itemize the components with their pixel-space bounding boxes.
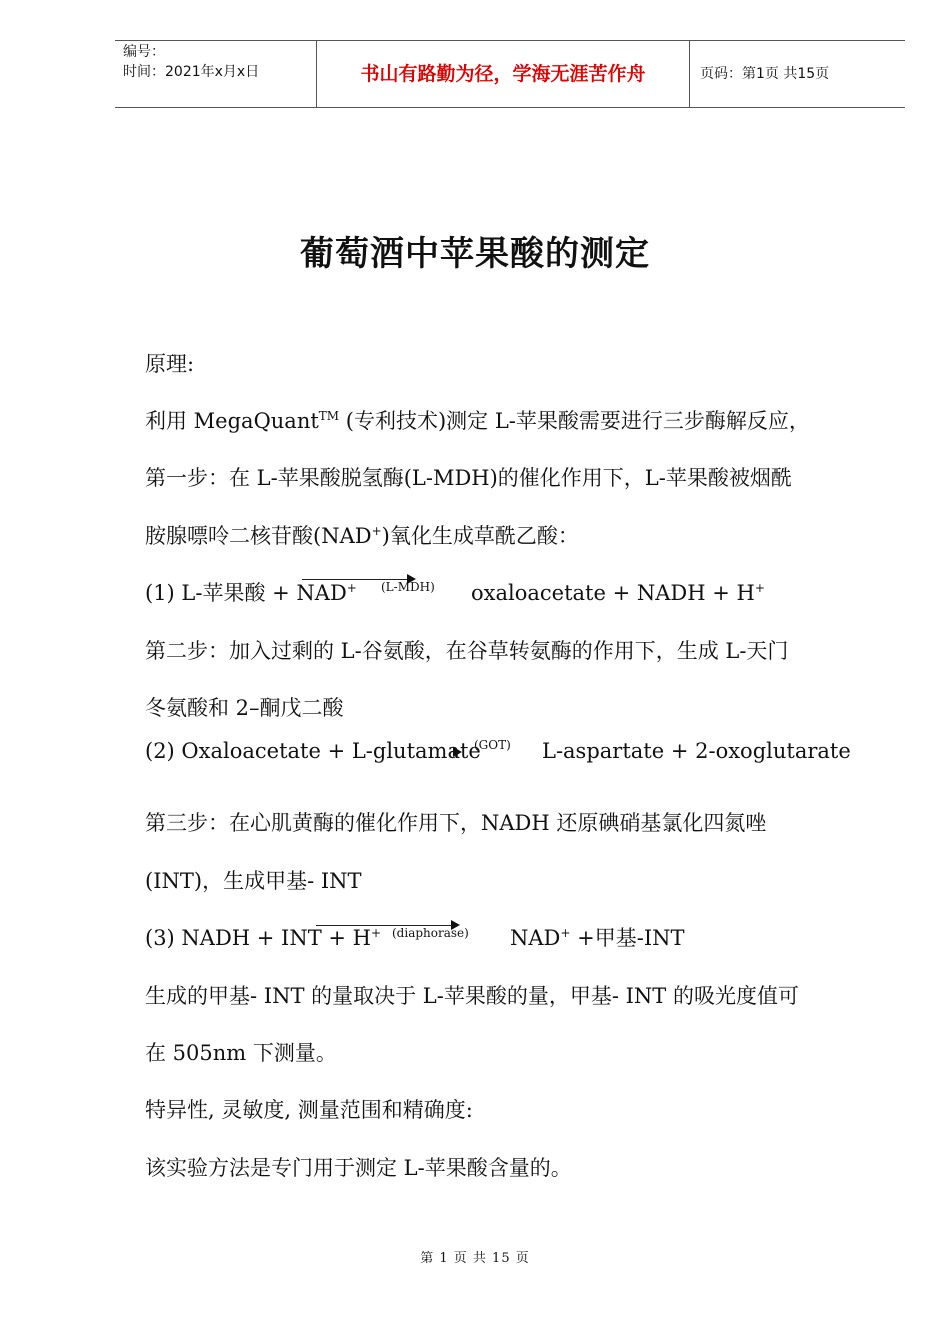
- eq1-right-text: oxaloacetate + NADH + H: [471, 581, 755, 605]
- step2-line2: 冬氨酸和 2–酮戊二酸: [145, 696, 344, 720]
- step2-line1: 第二步：加入过剩的 L-谷氨酸，在谷草转氨酶的作用下，生成 L-天门: [145, 639, 789, 663]
- step1-line2-a: 胺腺嘌呤二核苷酸(NAD: [145, 524, 372, 548]
- intro-paragraph: [145, 406, 810, 436]
- header-motto: 书山有路勤为径，学海无涯苦作舟: [360, 63, 646, 85]
- equation-2-left: (2) Oxaloacetate + L-glutamate: [145, 739, 481, 763]
- header-bottom-rule: [115, 107, 905, 108]
- header-left-cell: [123, 42, 259, 82]
- result-line2: 在 505nm 下测量。: [145, 1041, 337, 1065]
- header-page-info: 页码：第1页 共15页: [700, 66, 830, 82]
- result-line1: 生成的甲基- INT 的量取决于 L-苹果酸的量，甲基- INT 的吸光度值可: [145, 984, 799, 1008]
- equation-3-left: [145, 923, 381, 953]
- header-time-label: 时间：2021年x月x日: [123, 64, 260, 80]
- step1-line1: 第一步：在 L-苹果酸脱氢酶(L-MDH)的催化作用下，L-苹果酸被烟酰: [145, 466, 792, 490]
- intro-text-a: 利用 MegaQuant: [145, 409, 319, 433]
- eq1-left-sup: +: [346, 581, 357, 595]
- header-top-rule: [115, 40, 905, 41]
- equation-2-right: L-aspartate + 2-oxoglutarate: [542, 739, 851, 763]
- page-footer: 第 1 页 共 15 页: [420, 1251, 530, 1266]
- eq3-left-text: (3) NADH + INT + H: [145, 926, 371, 950]
- spec-text: 该实验方法是专门用于测定 L-苹果酸含量的。: [145, 1156, 572, 1180]
- eq3-right-sup: +: [560, 926, 571, 940]
- equation-1-right: [471, 578, 765, 608]
- header-divider-right: [689, 40, 690, 108]
- eq3-right-b: +甲基-INT: [570, 926, 685, 950]
- equation-3-right: [510, 923, 685, 953]
- trademark-superscript: TM: [318, 409, 340, 423]
- header-number-label: 编号：: [123, 44, 165, 60]
- eq1-left-text: (1) L-苹果酸 + NAD: [145, 581, 347, 605]
- document-title: 葡萄酒中苹果酸的测定: [300, 234, 650, 274]
- step1-line2: [145, 521, 579, 551]
- eq1-right-sup: +: [754, 581, 765, 595]
- eq3-left-sup: +: [371, 926, 382, 940]
- eq3-right-a: NAD: [510, 926, 561, 950]
- eq1-enzyme: (L-MDH): [381, 580, 435, 594]
- nad-superscript: +: [371, 524, 382, 538]
- eq2-enzyme: (GOT): [474, 738, 511, 752]
- eq3-enzyme: (diaphorase): [392, 926, 469, 940]
- intro-text-b: (专利技术)测定 L-苹果酸需要进行三步酶解反应，: [339, 409, 810, 433]
- step1-line2-b: )氧化生成草酰乙酸：: [381, 524, 579, 548]
- step3-line1: 第三步：在心肌黄酶的催化作用下，NADH 还原碘硝基氯化四氮唑: [145, 811, 767, 835]
- eq2-arrow-head-icon: [453, 747, 462, 757]
- equation-1-left: [145, 578, 357, 608]
- step3-line2: (INT)，生成甲基- INT: [145, 869, 362, 893]
- principle-heading: 原理:: [145, 352, 195, 376]
- spec-heading: 特异性, 灵敏度, 测量范围和精确度:: [145, 1098, 473, 1122]
